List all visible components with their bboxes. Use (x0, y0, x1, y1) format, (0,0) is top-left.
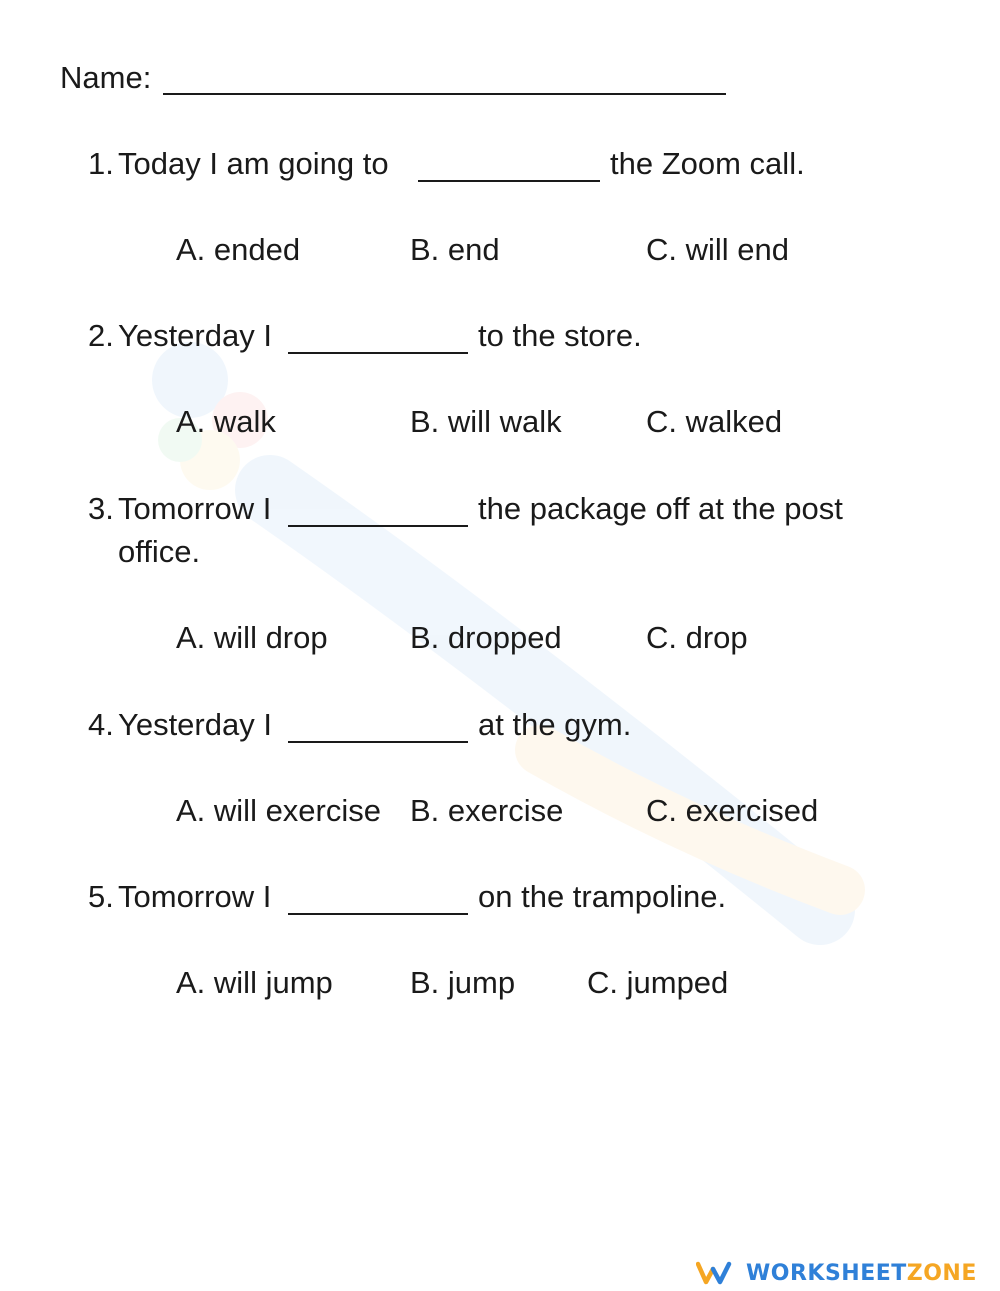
question-4-option-b[interactable]: B. exercise (410, 793, 564, 828)
question-5-text-after: on the trampoline. (478, 879, 727, 914)
question-1-number: 1. (88, 146, 114, 181)
question-5-option-c[interactable]: C. jumped (587, 965, 729, 1000)
question-3-option-c[interactable]: C. drop (646, 620, 748, 655)
question-2-blank[interactable] (288, 352, 468, 354)
question-1-option-c[interactable]: C. will end (646, 232, 789, 267)
question-3-blank[interactable] (288, 525, 468, 527)
question-4-text-before: Yesterday I (118, 707, 272, 742)
question-2-number: 2. (88, 318, 114, 353)
question-1-text-after: the Zoom call. (610, 146, 805, 181)
worksheetzone-logo[interactable] (696, 1259, 977, 1287)
brand-name-main: WORKSHEET (746, 1260, 907, 1286)
question-2-text-before: Yesterday I (118, 318, 272, 353)
question-1-option-b[interactable]: B. end (410, 232, 500, 267)
name-label: Name: (60, 60, 152, 95)
question-5-text-before: Tomorrow I (118, 879, 272, 914)
question-4-option-a[interactable]: A. will exercise (176, 793, 381, 828)
name-blank-line[interactable] (163, 93, 726, 95)
question-2-option-b[interactable]: B. will walk (410, 404, 562, 439)
question-4-text-after: at the gym. (478, 707, 632, 742)
w-logo-icon (696, 1261, 736, 1285)
question-3-text-continuation: office. (118, 534, 201, 569)
question-3-text-after: the package off at the post (478, 491, 843, 526)
question-2-option-a[interactable]: A. walk (176, 404, 276, 439)
question-4-blank[interactable] (288, 741, 468, 743)
question-3-option-a[interactable]: A. will drop (176, 620, 328, 655)
question-2-option-c[interactable]: C. walked (646, 404, 783, 439)
question-5-option-a[interactable]: A. will jump (176, 965, 333, 1000)
question-5-number: 5. (88, 879, 114, 914)
brand-name (746, 1261, 977, 1286)
question-2-text-after: to the store. (478, 318, 642, 353)
question-1-blank[interactable] (418, 180, 600, 182)
question-5-option-b[interactable]: B. jump (410, 965, 516, 1000)
question-5-blank[interactable] (288, 913, 468, 915)
question-4-number: 4. (88, 707, 114, 742)
brand-name-accent: ZONE (906, 1260, 977, 1286)
question-3-number: 3. (88, 491, 114, 526)
question-3-option-b[interactable]: B. dropped (410, 620, 562, 655)
question-1-option-a[interactable]: A. ended (176, 232, 301, 267)
question-1-text-before: Today I am going to (118, 146, 389, 181)
question-3-text-before: Tomorrow I (118, 491, 272, 526)
question-4-option-c[interactable]: C. exercised (646, 793, 819, 828)
